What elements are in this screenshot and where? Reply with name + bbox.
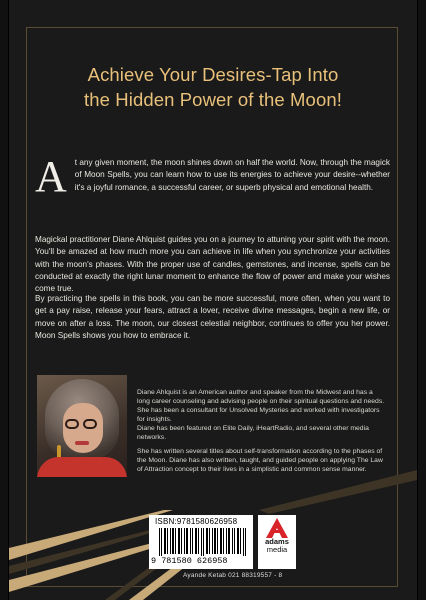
back-cover [8, 0, 418, 600]
description-paragraph: Magickal practitioner Diane Ahlquist guides you on a journey to attuning your spirit with the moon. You'll be amazed at how much more you can achieve in life when you synchronize your activities with the moon's phases. With the proper use of candles, gemstones, and incense, spells can be conducted at exactly the right lunar moment to enhance the flow of power and make your wishes come true. [35, 235, 390, 294]
author-bio-text: Diane Ahlquist is an American author and speaker from the Midwest and has a long career counseling and advising people on their spiritual questions and needs. She has been a consultant for Unsolved Mysteries and worked with investigators for insights. [137, 389, 385, 423]
adams-a-icon [266, 518, 288, 538]
intro-text: t any given moment, the moon shines down on half the world. Now, through the magick of Moon Spells, you can learn how to use its energies to achieve your desire--whether it's a joyful romance, a successful career, or superb physical and emotional health. [74, 158, 390, 192]
barcode-bars [159, 528, 247, 556]
benefits-paragraph: By practicing the spells in this book, you can be more successful, more often, when you want to get a pay raise, release your fears, attract a lover, receive divine messages, begin a new life, or move on after a loss. The moon, our closest celestial neighbor, continues to offer you her power. Moon Spells shows you how to embrace it. [35, 294, 390, 340]
author-bio [137, 389, 387, 442]
barcode-digits: 9 781580 626958 [151, 556, 228, 566]
author-bio-titles: She has written several titles about self-transformation according to the phases of the Moon. Diane has also written, taught, and guided people on applying The Law of Attraction concept to their lives in a simplistic and common sense manner. [137, 448, 383, 473]
headline-line-1: Achieve Your Desires-Tap Into [87, 64, 339, 85]
distributor-sticker: Ayande Ketab 021 88319557 - 8 [183, 572, 283, 579]
author-photo [37, 375, 127, 477]
isbn-label: ISBN:9781580626958 [155, 517, 238, 526]
drop-cap: A [35, 152, 67, 201]
publisher-logo [258, 515, 296, 569]
publisher-subname: media [266, 545, 288, 554]
intro-paragraph [35, 152, 390, 201]
author-bio-media: Diane has been featured on Elite Daily, iHeartRadio, and several other media networks. [137, 424, 369, 441]
publisher-name: adams [265, 537, 289, 546]
headline [9, 62, 417, 112]
headline-line-2: the Hidden Power of the Moon! [84, 89, 342, 110]
isbn-barcode [149, 515, 253, 569]
